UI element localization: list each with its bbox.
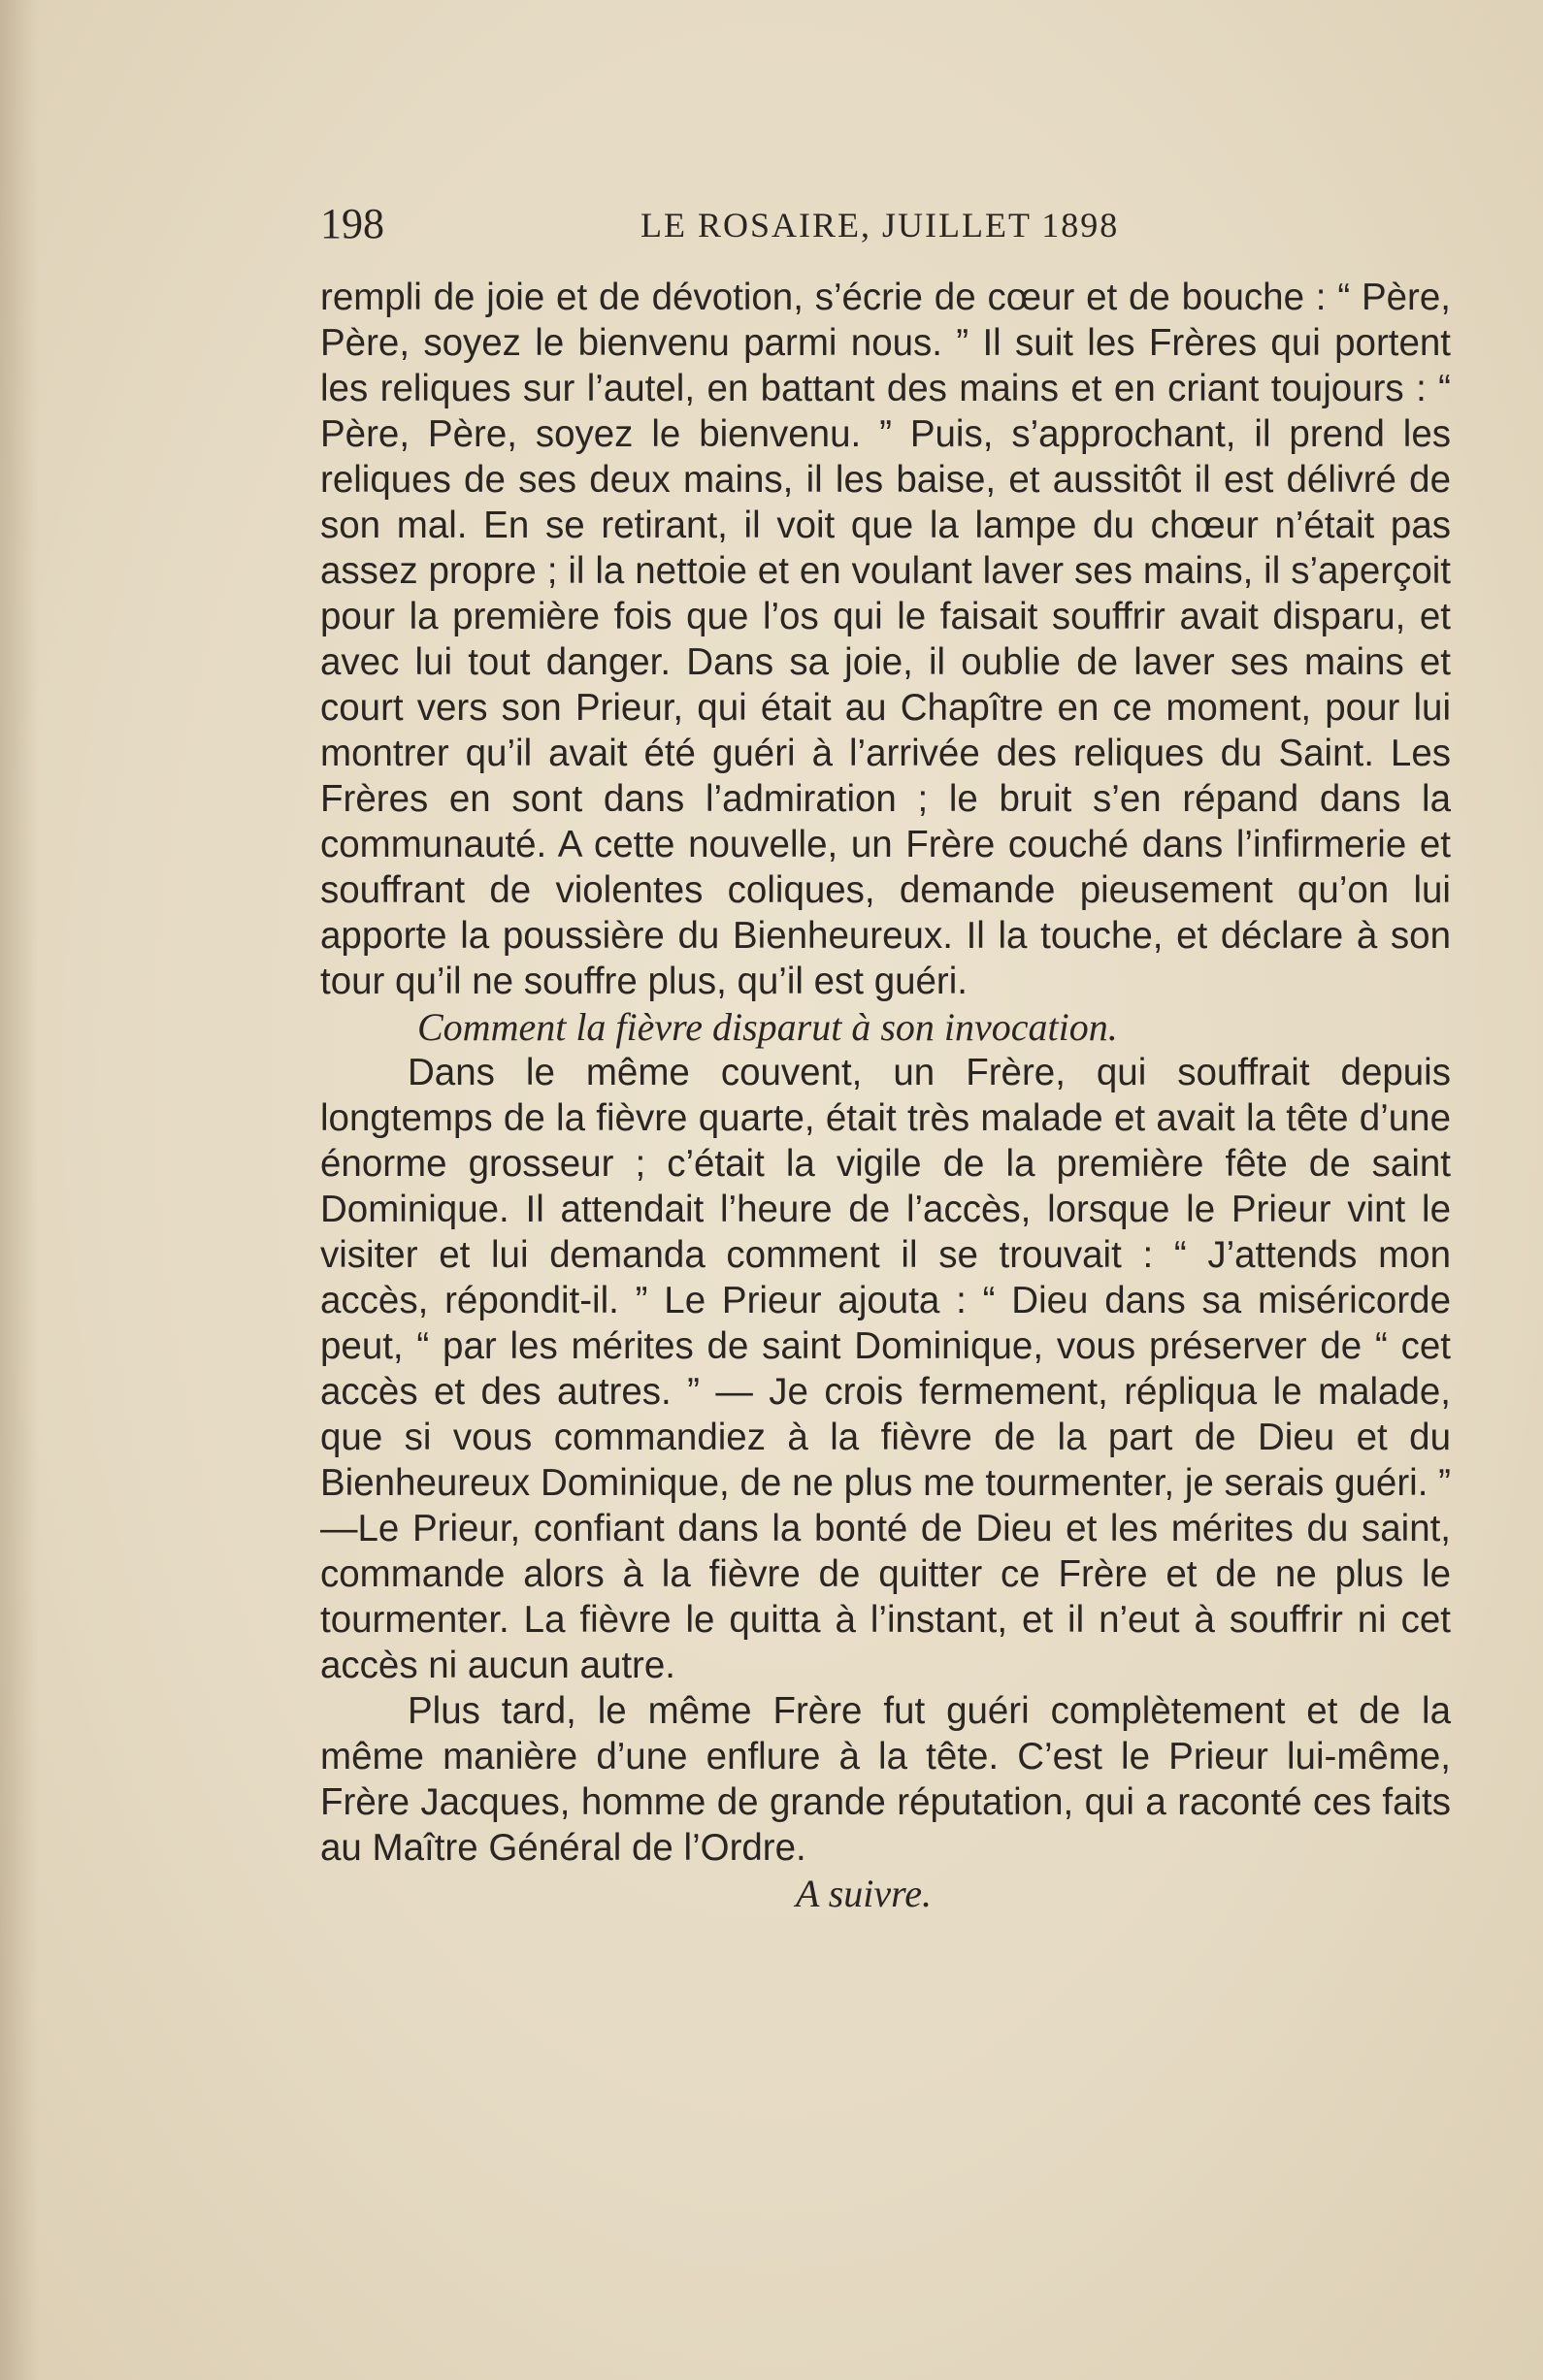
to-be-continued: A suivre. xyxy=(796,1872,932,1915)
page-number: 198 xyxy=(320,200,384,247)
paragraph-2: Dans le même couvent, un Frère, qui souffrait depuis longtemps de la fièvre quarte, était très malade et avait la tête d’une énorme grosseur ; c’était la vigile de la première fête de saint Dominique. Il attendait l’heure de l’accès, lorsque le Prieur vint le visiter et lui demanda comment il se trouvait : “ J’attends mon accès, répondit-il. ” Le Prieur ajouta : “ Dieu dans sa miséricorde peut, “ par les mérites de saint Dominique, vous préserver de “ cet accès et des autres. ” — Je crois fermement, répliqua le malade, que si vous commandiez à la fièvre de la part de Dieu et du Bienheureux Dominique, de ne plus me tourmenter, je serais guéri. ” —Le Prieur, confiant dans la bonté de Dieu et les mérites du saint, commande alors à la fièvre de quitter ce Frère et de ne plus le tourmenter. La fièvre le quitta à l’instant, et il n’eut à souffrir ni cet accès ni aucun autre. xyxy=(320,1052,1451,1686)
page-body xyxy=(320,275,1451,1916)
paragraph-3: Plus tard, le même Frère fut guéri complètement et de la même manière d’une enflure à la tête. C’est le Prieur lui-même, Frère Jacques, homme de grande réputation, qui a raconté ces faits au Maître Général de l’Ordre. xyxy=(320,1690,1451,1869)
running-head: LE ROSAIRE, JUILLET 1898 xyxy=(640,206,1120,245)
page-header xyxy=(320,199,1456,257)
page-edge-shadow xyxy=(0,0,39,2380)
paragraph-1: rempli de joie et de dévotion, s’écrie de cœur et de bouche : “ Père, Père, soyez le bienvenu parmi nous. ” Il suit les Frères qui portent les reliques sur l’autel, en battant des mains et en criant toujours : “ Père, Père, soyez le bienvenu. ” Puis, s’approchant, il prend les reliques de ses deux mains, il les baise, et aussitôt il est délivré de son mal. En se retirant, il voit que la lampe du chœur n’était pas assez propre ; il la nettoie et en voulant laver ses mains, il s’aperçoit pour la première fois que l’os qui le faisait souffrir avait disparu, et avec lui tout danger. Dans sa joie, il oublie de laver ses mains et court vers son Prieur, qui était au Chapître en ce moment, pour lui montrer qu’il avait été guéri à l’arrivée des reliques du Saint. Les Frères en sont dans l’admiration ; le bruit s’en répand dans la communauté. A cette nouvelle, un Frère couché dans l’infirmerie et souffrant de violentes coliques, demande pieusement qu’on lui apporte la poussière du Bienheureux. Il la touche, et déclare à son tour qu’il ne souffre plus, qu’il est guéri. xyxy=(320,277,1451,1002)
section-heading: Comment la fièvre disparut à son invocation. xyxy=(417,1005,1118,1049)
